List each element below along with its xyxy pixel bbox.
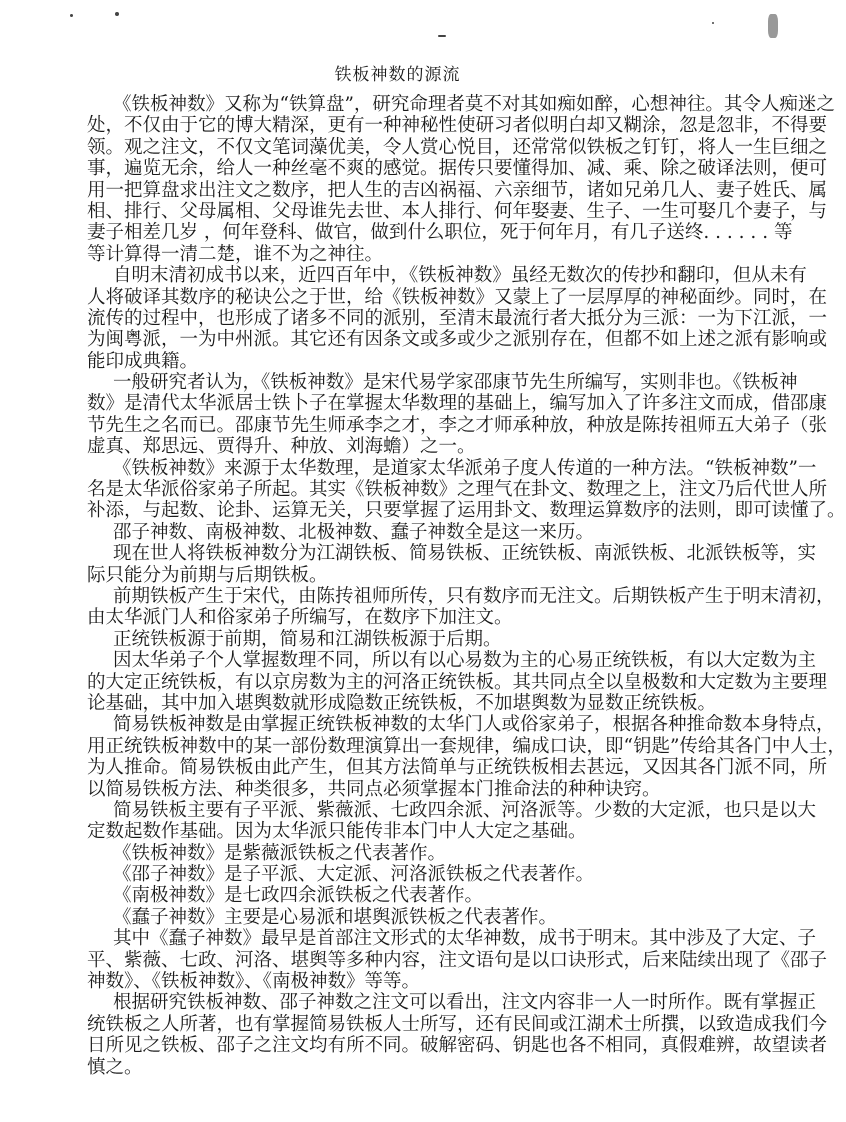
text-line: 人将破译其数序的秘诀公之于世，给《铁板神数》又蒙上了一层厚厚的神秘面纱。同时，在 (87, 286, 828, 308)
text-line: 用一把算盘求出注文之数序，把人生的吉凶祸福、六亲细节，诸如兄弟几人、妻子姓氏、属 (87, 179, 828, 201)
text-line: 节先生之名而已。邵康节先生师承李之才，李之才师承种放，种放是陈抟祖师五大弟子（张 (87, 414, 828, 436)
text-line: 《邵子神数》是子平派、大定派、河洛派铁板之代表著作。 (113, 864, 595, 886)
text-line: 日所见之铁板、邵子之注文均有所不同。破解密码、钥匙也各不相同，真假难辨，故望读者 (87, 1035, 828, 1057)
text-line: 平、紫薇、七政、河洛、堪舆等多种内容，注文语句是以口诀形式，后来陆续出现了《邵子 (87, 949, 828, 971)
text-line: 以简易铁板方法、种类很多，共同点必须掌握本门推命法的种种诀窍。 (87, 778, 661, 800)
paragraph (87, 907, 738, 928)
text-line: 处，不仅由于它的博大精深，更有一种神秘性使研习者似明白却又糊涂，忽是忽非，不得要 (87, 115, 828, 137)
text-line: 为闽粤派，一为中州派。其它还有因条文或多或少之派别存在，但都不如上述之派有影响或 (87, 329, 828, 351)
text-line: 由太华派门人和俗家弟子所编写，在数序下加注文。 (87, 607, 513, 629)
paragraph (87, 585, 835, 629)
text-line: 根据研究铁板神数、邵子神数之注文可以看出，注文内容非一人一时所作。既有掌握正 (113, 992, 817, 1014)
scan-speck (712, 22, 714, 24)
text-line: 名是太华派俗家弟子所起。其实《铁板神数》之理气在卦文、数理之上，注文乃后代世人所 (87, 479, 828, 501)
text-line: 《南极神数》是七政四余派铁板之代表著作。 (113, 885, 484, 907)
paragraph (87, 522, 738, 543)
text-line: 自明末清初成书以来，近四百年中，《铁板神数》虽经无数次的传抄和翻印，但从未有 (113, 265, 807, 287)
text-line: 事，遍览无余，给人一种丝毫不爽的感觉。据传只要懂得加、减、乘、除之破译法则，便可 (87, 158, 828, 180)
text-line: 定数起数作基础。因为太华派只能传非本门中人大定之基础。 (87, 821, 587, 843)
paragraph (87, 372, 828, 458)
paragraph (87, 799, 817, 843)
paragraph (87, 457, 846, 522)
paragraph (87, 265, 828, 372)
text-line: 《铁板神数》是紫薇派铁板之代表著作。 (113, 842, 447, 864)
text-line: 为人推命。简易铁板由此产生，但其方法简单与正统铁板相去甚远，又因其各门派不同，所 (87, 757, 828, 779)
text-line: 用正统铁板神数中的某一部份数理演算出一套规律，编成口诀，即“钥匙”传给其各门中人士， (87, 735, 846, 757)
text-line: 数》是清代太华派居士铁卜子在掌握太华数理的基础上，编写加入了许多注文而成，借邵康 (87, 393, 828, 415)
text-line: 神数》、《铁板神数》、《南极神数》等等。 (87, 971, 421, 993)
text-line: 《蠢子神数》主要是心易派和堪舆派铁板之代表著作。 (113, 906, 558, 928)
paragraph (87, 650, 828, 714)
paragraph (87, 629, 738, 650)
scan-speck (70, 14, 73, 17)
text-line: 正统铁板源于前期，简易和江湖铁板源于后期。 (113, 628, 502, 650)
text-line: 简易铁板神数是由掌握正统铁板神数的太华门人或俗家弟子，根据各种推命数本身特点， (113, 714, 835, 736)
text-line: 等计算得一清二楚，谁不为之神往。 (87, 243, 384, 265)
paragraph (87, 885, 738, 906)
text-line: 现在世人将铁板神数分为江湖铁板、简易铁板、正统铁板、南派铁板、北派铁板等，实 (113, 543, 817, 565)
paragraph (87, 843, 738, 864)
text-line: 补添，与起数、论卦、运算无关，只要掌握了运用卦文、数理运算数序的法则，即可读懂了。 (87, 500, 846, 522)
document-body (87, 94, 846, 1078)
page-title: 铁板神数的源流 (334, 65, 461, 85)
text-line: 的大定正统铁板，有以京房数为主的河洛正统铁板。其共同点全以皇极数和大定数为主要理 (87, 671, 828, 693)
text-line: 虚真、郑思远、贾得升、种放、刘海蟾）之一。 (87, 436, 476, 458)
text-line: 《铁板神数》又称为“铁算盘”，研究命理者莫不对其如痴如醉，心想神往。其令人痴迷之 (113, 94, 835, 115)
scan-speck (768, 14, 778, 38)
paragraph (87, 714, 846, 800)
text-line: 因太华弟子个人掌握数理不同，所以有以心易数为主的心易正统铁板，有以大定数为主 (113, 650, 817, 672)
text-line: 前期铁板产生于宋代，由陈抟祖师所传，只有数序而无注文。后期铁板产生于明末清初， (113, 585, 835, 607)
text-line: 流传的过程中，也形成了诸多不同的派别，至清末最流行者大抵分为三派：一为下江派，一 (87, 307, 828, 329)
text-line: 简易铁板主要有子平派、紫薇派、七政四余派、河洛派等。少数的大定派，也只是以大 (113, 799, 817, 821)
text-line: 能印成典籍。 (87, 350, 199, 372)
text-line: 其中《蠢子神数》最早是首部注文形式的太华神数，成书于明末。其中涉及了大定、子 (113, 928, 817, 950)
text-line: 相、排行、父母属相、父母谁先去世、本人排行、何年娶妻、生子、一生可娶几个妻子，与 (87, 200, 828, 222)
text-line: 际只能分为前期与后期铁板。 (87, 564, 328, 586)
text-line: 论基础，其中加入堪舆数就形成隐数正统铁板，不加堪舆数为显数正统铁板。 (87, 692, 717, 714)
paragraph (87, 864, 738, 885)
paragraph (87, 992, 828, 1078)
text-line: 统铁板之人所著，也有掌握简易铁板人士所写，还有民间或江湖术士所撰，以致造成我们今 (87, 1013, 828, 1035)
paragraph (87, 94, 835, 265)
paragraph (87, 928, 828, 993)
text-line: 慎之。 (87, 1056, 143, 1078)
scan-speck (115, 12, 119, 16)
scan-speck (438, 35, 446, 37)
paragraph (87, 543, 817, 586)
text-line: 妻子相差几岁 ，何年登科、做官，做到什么职位，死于何年月，有几子送终. . . . . . 等 (87, 222, 793, 244)
text-line: 领。观之注文，不仅文笔词藻优美，令人赏心悦目，还常常似铁板之钉钉，将人一生巨细之 (87, 136, 828, 158)
text-line: 邵子神数、南极神数、北极神数、蠢子神数全是这一来历。 (113, 521, 595, 543)
text-line: 《铁板神数》来源于太华数理，是道家太华派弟子度人传道的一种方法。“铁板神数”一 (113, 457, 817, 479)
text-line: 一般研究者认为，《铁板神数》是宋代易学家邵康节先生所编写，实则非也。《铁板神 (113, 372, 798, 394)
